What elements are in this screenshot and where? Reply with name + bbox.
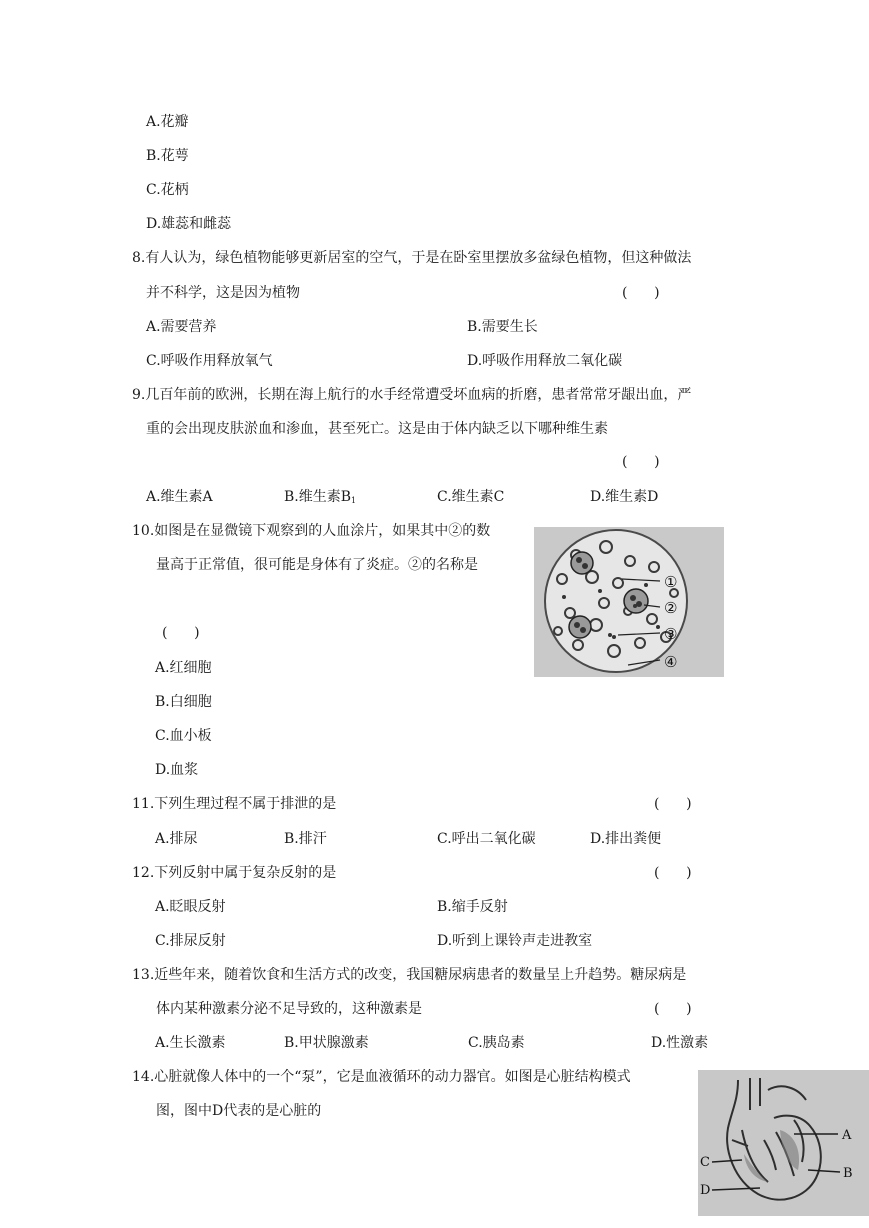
blood-label-1: ① bbox=[664, 573, 678, 591]
q10-stem-line1: 10.如图是在显微镜下观察到的人血涂片，如果其中②的数 bbox=[132, 523, 491, 539]
q7-option-a: A.花瓣 bbox=[146, 114, 189, 130]
q13-option-d: D.性激素 bbox=[651, 1035, 709, 1051]
q11-option-b: B.排汗 bbox=[284, 831, 327, 847]
heart-label-c: C bbox=[700, 1155, 710, 1170]
q10-option-b: B.白细胞 bbox=[155, 694, 212, 710]
q9-stem-line1: 9.几百年前的欧洲，长期在海上航行的水手经常遭受坏血病的折磨，患者常常牙龈出血，严 bbox=[132, 387, 692, 403]
q8-stem-line2: 并不科学，这是因为植物 bbox=[146, 285, 300, 301]
q9-stem-line2: 重的会出现皮肤淤血和渗血，甚至死亡。这是由于体内缺乏以下哪种维生素 bbox=[146, 421, 608, 437]
q11-option-c: C.呼出二氧化碳 bbox=[437, 831, 536, 847]
q12-option-b: B.缩手反射 bbox=[437, 899, 508, 915]
q11-stem: 11.下列生理过程不属于排泄的是 bbox=[132, 796, 337, 812]
q10-answer-blank: ( ) bbox=[162, 625, 200, 641]
q8-answer-blank: ( ) bbox=[622, 285, 660, 301]
q7-option-d: D.雄蕊和雌蕊 bbox=[146, 216, 232, 232]
q12-option-c: C.排尿反射 bbox=[155, 933, 226, 949]
q13-option-c: C.胰岛素 bbox=[468, 1035, 525, 1051]
q8-option-b: B.需要生长 bbox=[467, 319, 538, 335]
heart-structure-figure bbox=[698, 1070, 869, 1216]
q13-option-a: A.生长激素 bbox=[155, 1035, 226, 1051]
q7-option-c: C.花柄 bbox=[146, 182, 189, 198]
q14-stem-line1: 14.心脏就像人体中的一个“泵”，它是血液循环的动力器官。如图是心脏结构模式 bbox=[132, 1069, 631, 1085]
blood-smear-figure bbox=[534, 527, 724, 677]
q8-option-c: C.呼吸作用释放氧气 bbox=[146, 353, 273, 369]
q9-option-c: C.维生素C bbox=[437, 489, 505, 505]
q9-option-b-subscript: 1 bbox=[351, 496, 357, 505]
blood-label-4: ④ bbox=[664, 653, 678, 671]
q7-option-b: B.花萼 bbox=[146, 148, 189, 164]
q12-option-a: A.眨眼反射 bbox=[155, 899, 226, 915]
q13-stem-line1: 13.近些年来，随着饮食和生活方式的改变，我国糖尿病患者的数量呈上升趋势。糖尿病是 bbox=[132, 967, 687, 983]
q13-stem-line2: 体内某种激素分泌不足导致的，这种激素是 bbox=[156, 1001, 422, 1017]
q14-stem-line2: 图，图中D代表的是心脏的 bbox=[156, 1103, 322, 1119]
heart-label-d: D bbox=[700, 1183, 711, 1198]
heart-label-b: B bbox=[843, 1166, 853, 1181]
q10-option-d: D.血浆 bbox=[155, 762, 199, 778]
q9-option-d: D.维生素D bbox=[590, 489, 659, 505]
q13-option-b: B.甲状腺激素 bbox=[284, 1035, 369, 1051]
q10-stem-line2: 量高于正常值，很可能是身体有了炎症。②的名称是 bbox=[156, 557, 478, 573]
q12-stem: 12.下列反射中属于复杂反射的是 bbox=[132, 865, 337, 881]
q8-stem-line1: 8.有人认为，绿色植物能够更新居室的空气，于是在卧室里摆放多盆绿色植物，但这种做法 bbox=[132, 250, 692, 266]
q12-answer-blank: ( ) bbox=[654, 865, 692, 881]
q12-option-d: D.听到上课铃声走进教室 bbox=[437, 933, 593, 949]
q9-option-b: B.维生素$B_1$ bbox=[284, 489, 357, 505]
q8-option-d: D.呼吸作用释放二氧化碳 bbox=[467, 353, 623, 369]
q10-option-a: A.红细胞 bbox=[155, 660, 212, 676]
q9-option-a: A.维生素A bbox=[146, 489, 213, 505]
blood-label-2: ② bbox=[664, 599, 678, 617]
q8-option-a: A.需要营养 bbox=[146, 319, 217, 335]
q11-option-a: A.排尿 bbox=[155, 831, 198, 847]
q11-option-d: D.排出粪便 bbox=[590, 831, 662, 847]
q13-answer-blank: ( ) bbox=[654, 1001, 692, 1017]
q11-answer-blank: ( ) bbox=[654, 796, 692, 812]
blood-label-3: ③ bbox=[664, 625, 678, 643]
q10-option-c: C.血小板 bbox=[155, 728, 212, 744]
heart-label-a: A bbox=[842, 1128, 852, 1143]
q9-answer-blank: ( ) bbox=[622, 454, 660, 470]
